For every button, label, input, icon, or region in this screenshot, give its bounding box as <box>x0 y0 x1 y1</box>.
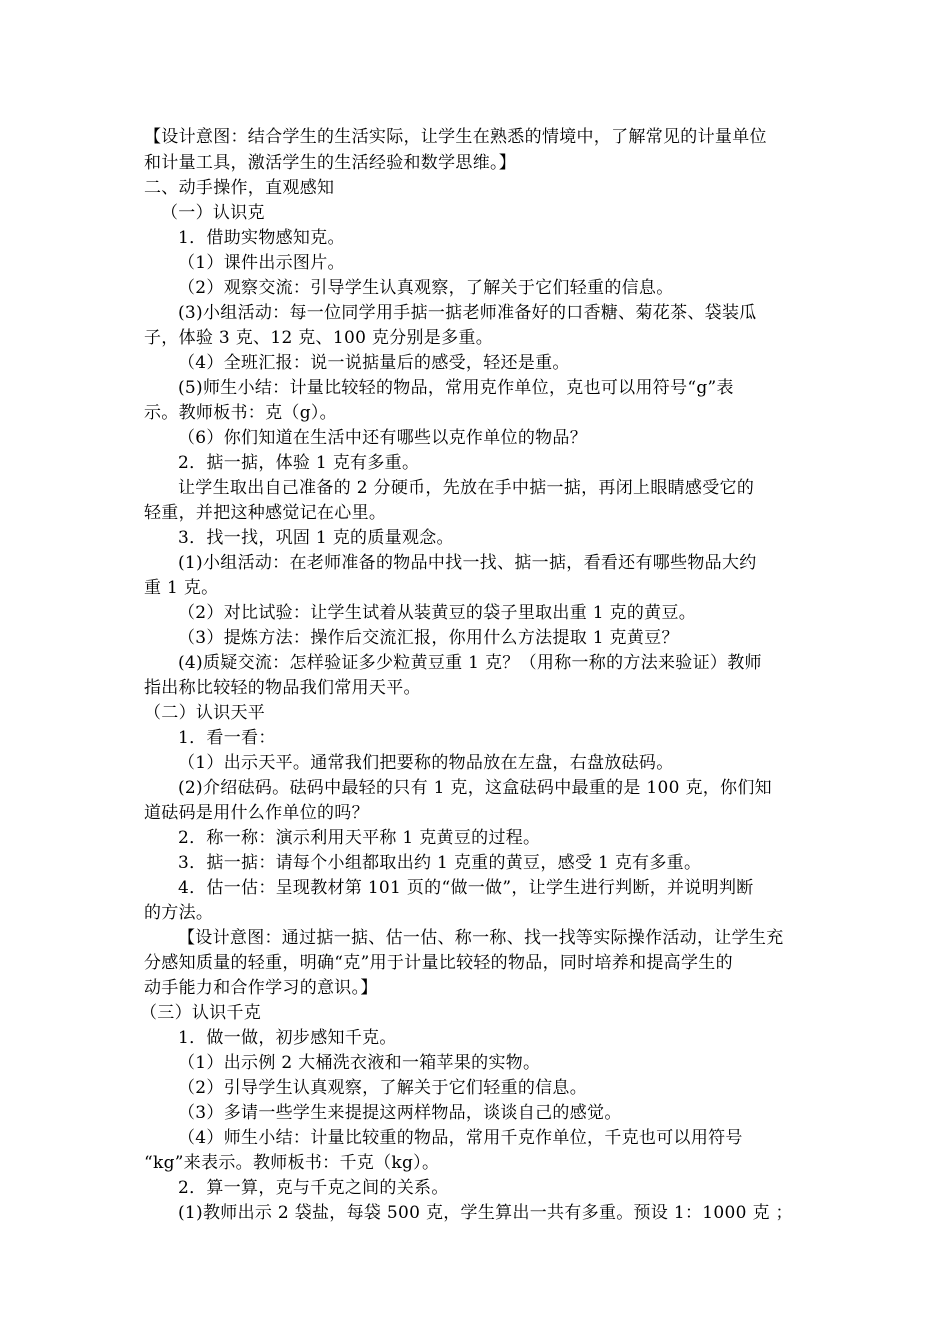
text-line: （3）多请一些学生来提提这两样物品，谈谈自己的感觉。 <box>178 1103 622 1123</box>
text-line: (1)教师出示 2 袋盐，每袋 500 克，学生算出一共有多重。预设 1：1000 克 ； <box>178 1203 793 1223</box>
text-line: 2．掂一掂，体验 1 克有多重。 <box>178 453 420 473</box>
text-line: 4．估一估：呈现教材第 101 页的“做一做”，让学生进行判断，并说明判断 <box>178 878 754 898</box>
text-line: (2)介绍砝码。砝码中最轻的只有 1 克，这盒砝码中最重的是 100 克，你们知 <box>178 778 772 798</box>
subsection-heading: （二）认识天平 <box>144 703 266 723</box>
text-line: （3）提炼方法：操作后交流汇报，你用什么方法提取 1 克黄豆？ <box>178 628 679 648</box>
text-line: 1．借助实物感知克。 <box>178 228 345 248</box>
text-line: 3．找一找，巩固 1 克的质量观念。 <box>178 528 454 548</box>
text-line: (5)师生小结：计量比较轻的物品，常用克作单位，克也可以用符号“g”表 <box>178 378 734 398</box>
text-line: 道砝码是用什么作单位的吗？ <box>144 803 369 823</box>
text-line: 3．掂一掂：请每个小组都取出约 1 克重的黄豆，感受 1 克有多重。 <box>178 853 702 873</box>
text-line: 让学生取出自己准备的 2 分硬币，先放在手中掂一掂，再闭上眼睛感受它的 <box>178 478 755 498</box>
text-line: （2）引导学生认真观察，了解关于它们轻重的信息。 <box>178 1078 588 1098</box>
text-line: 轻重，并把这种感觉记在心里。 <box>144 503 387 523</box>
text-line: （1）出示天平。通常我们把要称的物品放在左盘，右盘放砝码。 <box>178 753 674 773</box>
text-line: 和计量工具，激活学生的生活经验和数学思维。】 <box>144 153 517 173</box>
text-line: 【设计意图：结合学生的生活实际，让学生在熟悉的情境中，了解常见的计量单位 <box>144 127 767 147</box>
text-line: （4）全班汇报：说一说掂量后的感受，轻还是重。 <box>178 353 570 373</box>
subsection-heading: （一）认识克 <box>161 203 265 223</box>
text-line: （6）你们知道在生活中还有哪些以克作单位的物品？ <box>178 428 588 448</box>
text-line: 【设计意图：通过掂一掂、估一估、称一称、找一找等实际操作活动，让学生充 <box>178 928 784 948</box>
text-line: 的方法。 <box>144 903 214 923</box>
text-line: （1）课件出示图片。 <box>178 253 345 273</box>
text-line: 重 1 克。 <box>144 578 219 598</box>
text-line: 1．看一看： <box>178 728 276 748</box>
text-line: 子，体验 3 克、12 克、100 克分别是多重。 <box>144 328 494 348</box>
text-line: (1)小组活动：在老师准备的物品中找一找、掂一掂，看看还有哪些物品大约 <box>178 553 757 573</box>
text-line: （2）对比试验：让学生试着从装黄豆的袋子里取出重 1 克的黄豆。 <box>178 603 697 623</box>
section-heading: 二、动手操作，直观感知 <box>144 178 335 198</box>
text-line: (3)小组活动：每一位同学用手掂一掂老师准备好的口香糖、菊花茶、袋装瓜 <box>178 303 757 323</box>
text-line: （1）出示例 2 大桶洗衣液和一箱苹果的实物。 <box>178 1053 541 1073</box>
subsection-heading: （三）认识千克 <box>140 1003 262 1023</box>
text-line: 动手能力和合作学习的意识。】 <box>144 978 378 998</box>
text-line: 指出称比较轻的物品我们常用天平。 <box>144 678 421 698</box>
text-line: （4）师生小结：计量比较重的物品，常用千克作单位，千克也可以用符号 <box>178 1128 743 1148</box>
text-line: 2．称一称：演示利用天平称 1 克黄豆的过程。 <box>178 828 541 848</box>
text-line: 1．做一做，初步感知千克。 <box>178 1028 397 1048</box>
text-line: 分感知质量的轻重，明确“克”用于计量比较轻的物品，同时培养和提高学生的 <box>144 953 733 973</box>
text-line: （2）观察交流：引导学生认真观察，了解关于它们轻重的信息。 <box>178 278 674 298</box>
text-line: 2．算一算，克与千克之间的关系。 <box>178 1178 449 1198</box>
text-line: 示。教师板书：克（g）。 <box>144 403 337 423</box>
text-line: (4)质疑交流：怎样验证多少粒黄豆重 1 克？（用称一称的方法来验证）教师 <box>178 653 762 673</box>
text-line: “kg”来表示。教师板书：千克（kg）。 <box>144 1153 440 1173</box>
